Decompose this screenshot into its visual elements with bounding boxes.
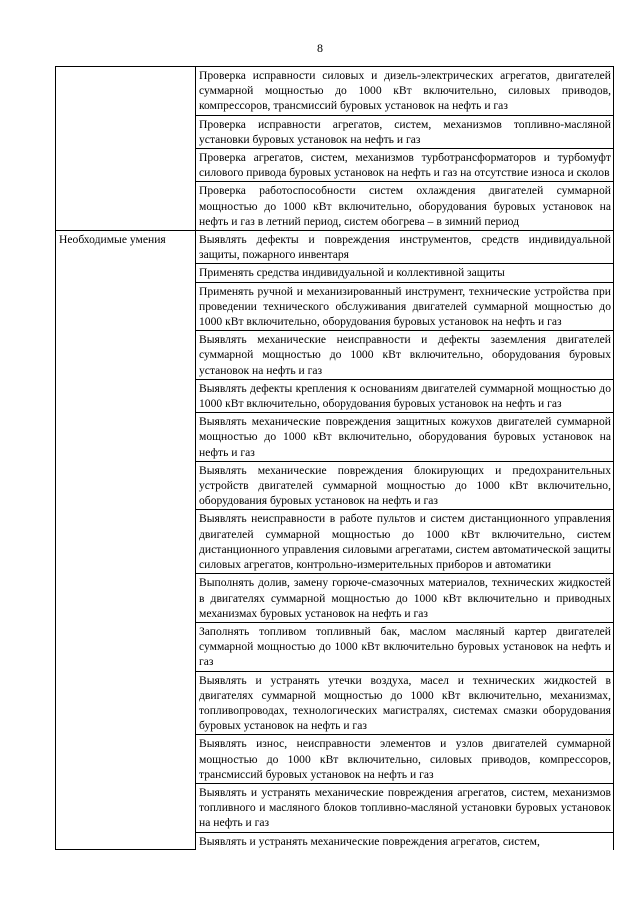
table-row (56, 67, 614, 116)
table-cell-text: Выполнять долив, замену горюче-смазочных материалов, технических жидкостей в двигателях суммарной мощностью до 1000 кВт включительно и приводных механизмах буровых установок на нефть и газ (196, 574, 614, 623)
table-cell-text: Выявлять механические повреждения блокирующих и предохранительных устройств двигателей суммарной мощностью до 1000 кВт включительно, оборудования буровых установок на нефть и газ (196, 461, 614, 510)
table-cell-text: Проверка исправности силовых и дизель-электрических агрегатов, двигателей суммарной мощностью до 1000 кВт включительно, силовых приводов, компрессоров, трансмиссий буровых установок на нефть и газ (196, 67, 614, 116)
table-cell-text: Выявлять дефекты и повреждения инструментов, средств индивидуальной защиты, пожарного инвентаря (196, 231, 614, 264)
table-row (56, 231, 614, 264)
table-cell-text: Выявлять и устранять механические повреждения агрегатов, систем, (196, 832, 614, 850)
table-cell-text: Выявлять и устранять механические повреждения агрегатов, систем, механизмов топливного и масляного блоков топливно-масляной установки буровых установок на нефть и газ (196, 783, 614, 832)
section-label-skills: Необходимые умения (56, 231, 196, 850)
table-cell-text: Заполнять топливом топливный бак, маслом масляный картер двигателей суммарной мощностью до 1000 кВт включительно буровых установок на нефть и газ (196, 622, 614, 671)
section-label-empty (56, 67, 196, 231)
table-cell-text: Выявлять неисправности в работе пультов и систем дистанционного управления двигателей суммарной мощностью до 1000 кВт включительно, систем дистанционного управления силовыми агрегатами, систем автоматической защиты силовых агрегатов, контрольно-измерительных приборов и автоматики (196, 510, 614, 574)
table-cell-text: Выявлять механические повреждения защитных кожухов двигателей суммарной мощностью до 1000 кВт включительно, оборудования буровых установок на нефть и газ (196, 413, 614, 462)
table-cell-text: Выявлять износ, неисправности элементов и узлов двигателей суммарной мощностью до 1000 кВт включительно, силовых приводов, компрессоров, трансмиссий буровых установок на нефть и газ (196, 735, 614, 784)
table-cell-text: Применять средства индивидуальной и коллективной защиты (196, 264, 614, 282)
competency-table (55, 66, 614, 850)
table-cell-text: Проверка агрегатов, систем, механизмов турботрансформаторов и турбомуфт силового привода буровых установок на нефть и газ на отсутствие износа и сколов (196, 149, 614, 182)
table-cell-text: Проверка работоспособности систем охлаждения двигателей суммарной мощностью до 1000 кВт включительно, оборудования буровых установок на нефть и газ в летний период, систем обогрева – в зимний период (196, 182, 614, 231)
table-cell-text: Проверка исправности агрегатов, систем, механизмов топливно-масляной установки буровых установок на нефть и газ (196, 115, 614, 148)
table-cell-text: Выявлять механические неисправности и дефекты заземления двигателей суммарной мощностью до 1000 кВт включительно, оборудования буровых установок на нефть и газ (196, 331, 614, 380)
table-cell-text: Применять ручной и механизированный инструмент, технические устройства при проведении технического обслуживания двигателей суммарной мощностью до 1000 кВт включительно, оборудования буровых установок на нефть и газ (196, 282, 614, 331)
table-cell-text: Выявлять дефекты крепления к основаниям двигателей суммарной мощностью до 1000 кВт включительно, оборудования буровых установок на нефть и газ (196, 379, 614, 412)
page-number: 8 (317, 41, 323, 55)
table-cell-text: Выявлять и устранять утечки воздуха, масел и технических жидкостей в двигателях суммарной мощностью до 1000 кВт включительно, механизмах, топливопроводах, технологических магистралях, системах смазки оборудования буровых установок на нефть и газ (196, 671, 614, 735)
